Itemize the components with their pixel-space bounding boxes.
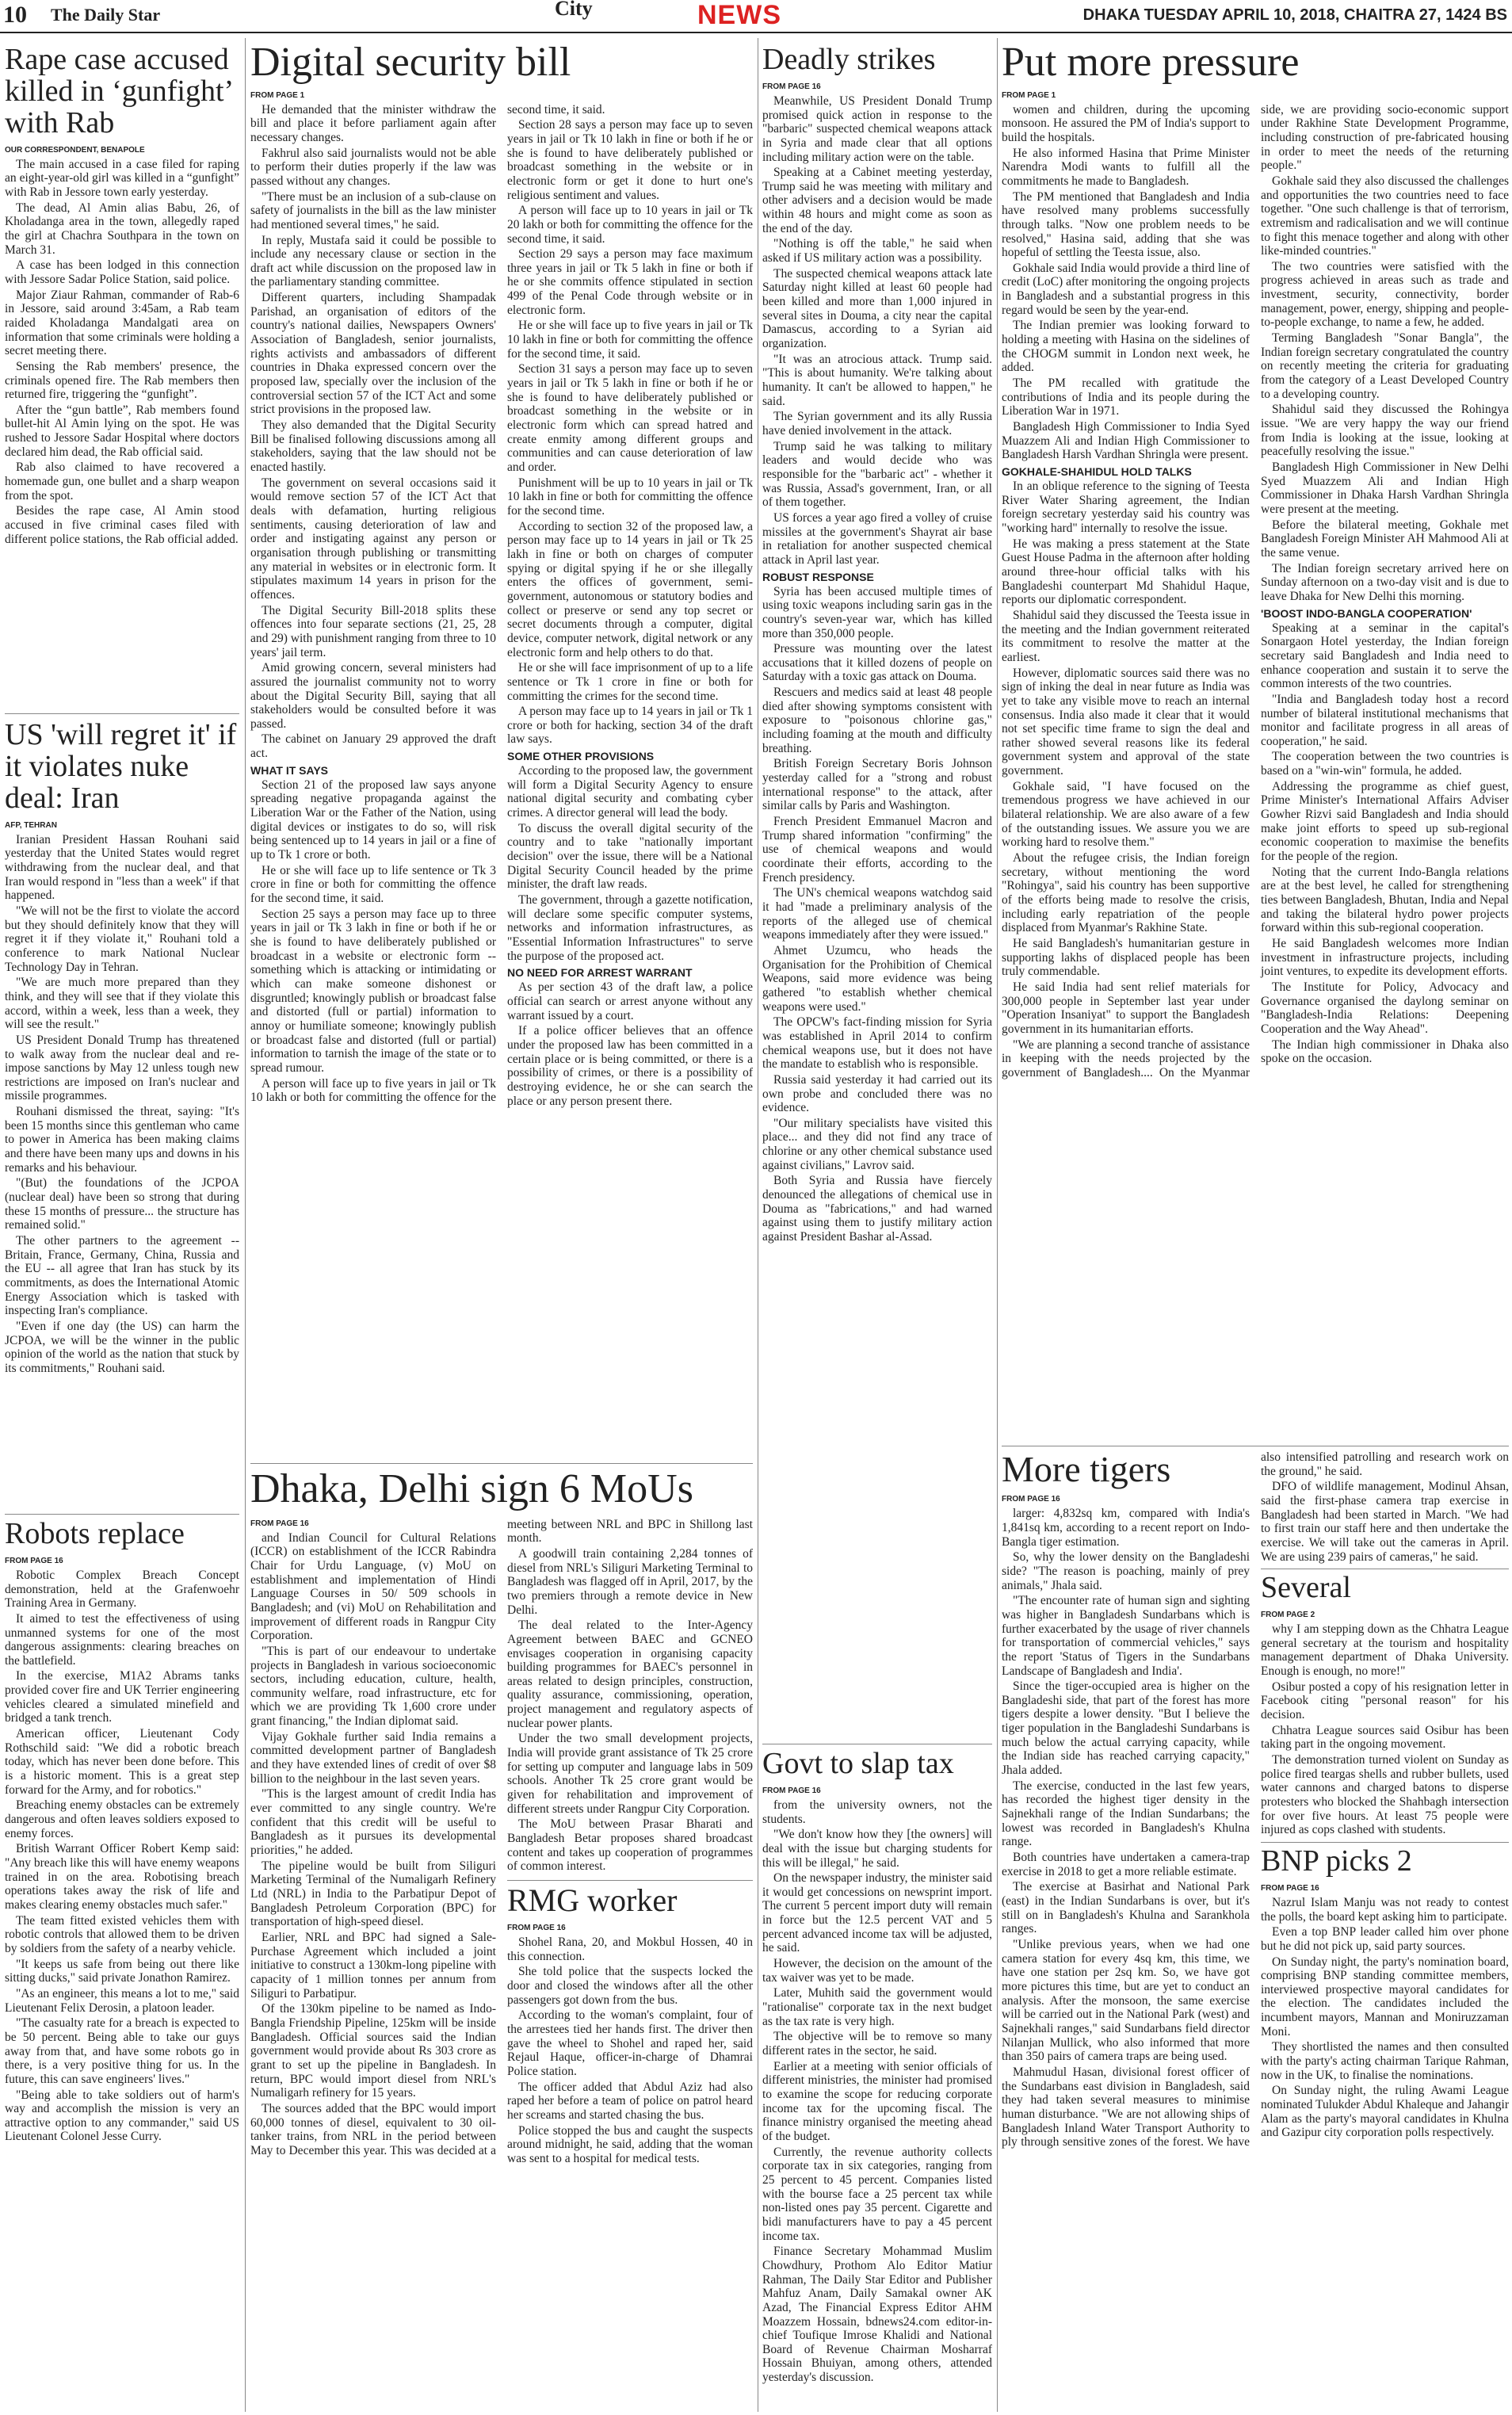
article-body bbox=[1261, 1896, 1509, 2140]
paragraph: "The casualty rate for a breach is expected to be 50 percent. Being able to take our guys away from that, and have some robots go in there, is a very positive thing for us. In the future, this can save engineers' lives." bbox=[5, 2016, 239, 2086]
paragraph: On the newspaper industry, the minister said it would get concessions on newsprint import. The current 5 percent import duty will remain in force but the 12.5 percent VAT and 5 percent advanced income tax will be adjusted, he said. bbox=[762, 1871, 992, 1955]
paragraph: Earlier at a meeting with senior officials of different ministries, the minister had promised to examine the scope for reducing corporate income tax for the upcoming fiscal. The finance ministry organised the meeting ahead of the budget. bbox=[762, 2059, 992, 2143]
paragraph: As per section 43 of the draft law, a police official can search or arrest anyone without any warrant issued by a court. bbox=[507, 980, 753, 1022]
article-bnp-picks bbox=[1261, 1842, 1509, 2140]
paragraph: Bangladesh High Commissioner in New Delhi Syed Muazzem Ali and Indian High Commissioner in Dhaka Harsh Vardhan Shringla were present at the meeting. bbox=[1261, 460, 1509, 516]
paragraph: "As an engineer, this means a lot to me," said Lieutenant Felix Derosin, a platoon leader. bbox=[5, 1986, 239, 2015]
article-body bbox=[1261, 1622, 1509, 1837]
article-rape-case bbox=[5, 44, 239, 723]
paragraph: The exercise, conducted in the last few years, has recorded the highest tiger density in the Sajnekhali range of the Indian Sundarbans; the lowest was recorded in Bangladesh's Khulna range. bbox=[1002, 1779, 1250, 1849]
paragraph: Different quarters, including Shampadak Parishad, an organisation of editors of the country's national dailies, Newspapers Owners' Association of Bangladesh, senior journalists, rights activists and ambassadors of different countries in Dhaka expressed concern over the proposed law, specially over the inclusion of the controversial section 57 of the ICT Act and some strict provisions in the proposed law. bbox=[250, 291, 496, 417]
paragraph: Major Ziaur Rahman, commander of Rab-6 in Jessore, said around 3:45am, a Rab team raided Kholadanga Mandalgati area on information that some criminals were holding a secret meeting there. bbox=[5, 288, 239, 358]
paragraph: Sensing the Rab members' presence, the criminals opened fire. The Rab members then returned fire, triggering the “gunfight”. bbox=[5, 359, 239, 402]
paragraph: The pipeline would be built from Siliguri Marketing Terminal of the Numaligarh Refinery Ltd (NRL) in India to the Parbatipur Depot of Bangladesh Petroleum Corporation (BPC) for transportation of high-speed diesel. bbox=[250, 1859, 496, 1929]
paragraph: The cooperation between the two countries is based on a "win-win" formula, he added. bbox=[1261, 750, 1509, 778]
paragraph: American officer, Lieutenant Cody Rothschild said: "We did a robotic breach today, which has never been done before. This is a historic moment. This is a great step forward for the Army, and for robotics." bbox=[5, 1727, 239, 1797]
paragraph: She told police that the suspects locked the door and closed the windows after all the other passengers got down from the bus. bbox=[507, 1965, 753, 2007]
paragraph: The two countries were satisfied with the progress achieved in areas such as trade and investment, security, connectivity, border management, power, energy, shipping and people-to-people exchange, to name a few, he added. bbox=[1261, 259, 1509, 330]
article-body-wrap bbox=[250, 1518, 753, 2405]
article-body bbox=[507, 1935, 753, 2166]
paragraph: He said Bangladesh's humanitarian gesture in supporting lakhs of displaced people has been truly commendable. bbox=[1002, 937, 1250, 979]
headline: Rape case accused killed in ‘gunfight’ with Rab bbox=[5, 44, 232, 139]
byline: FROM PAGE 1 bbox=[1002, 90, 1056, 100]
paragraph: "Our military specialists have visited this place... and they did not find any trace of chlorine or any other chemical substance used against civilians," Lavrov said. bbox=[762, 1116, 992, 1172]
paragraph: The exercise at Basirhat and National Park (east) in the Indian Sundarbans is over, but it's still on in Bangladesh's Khulna and Sarankhola ranges. bbox=[1002, 1880, 1250, 1936]
paragraph: On Sunday night, the ruling Awami League nominated Tulukder Abdul Khaleque and Jahangir Alam as the party's mayoral candidates in Khulna and Gazipur city corporation polls respectively. bbox=[1261, 2084, 1509, 2140]
paragraph: "(But) the foundations of the JCPOA (nuclear deal) have been so strong that during these 15 months of pressure... the structure has remained solid." bbox=[5, 1176, 239, 1232]
paragraph: Punishment will be up to 10 years in jail or Tk 10 lakh in fine or both for committing the offence for the second time. bbox=[507, 476, 753, 518]
article-body bbox=[762, 1798, 992, 2385]
byline: FROM PAGE 16 bbox=[1002, 1495, 1060, 1504]
paragraph: Mahmudul Hasan, divisional forest officer of the Sundarbans east division in Bangladesh, said they had taken several measures to minimise human disturbance. "We are not allowing ships of Bangladesh Inland Water Transport Authority to ply through sensitive zones of the forest. We have also intensified patrolling and research work on the ground," he said. bbox=[1002, 1450, 1509, 2149]
paragraph: The other partners to the agreement -- Britain, France, Germany, China, Russia and the EU -- all agree that Iran has stuck by its commitments, as does the International Atomic Energy Association which is tasked with inspecting Iran's compliance. bbox=[5, 1234, 239, 1318]
paragraph: Ahmet Uzumcu, who heads the Organisation for the Prohibition of Chemical Weapons, said more evidence was being gathered "to establish whether chemical weapons were used." bbox=[762, 943, 992, 1014]
headline: Dhaka, Delhi sign 6 MoUs bbox=[250, 1468, 693, 1511]
paragraph: US President Donald Trump has threatened to walk away from the nuclear deal and re-impose sanctions by May 12 unless tough new restrictions are imposed on Iran's nuclear and missile programmes. bbox=[5, 1033, 239, 1103]
paragraph: Of the 130km pipeline to be named as Indo-Bangla Friendship Pipeline, 125km will be inside Bangladesh. Official sources said the Indian government would provide about Rs 303 crore as grant to set up the pipeline in Bangladesh. In return, BPC would import diesel from NRL's Numaligarh refinery for 15 years. bbox=[250, 2002, 496, 2100]
paragraph: A case has been lodged in this connection with Jessore Sadar Police Station, said police. bbox=[5, 258, 239, 286]
paragraph: Police stopped the bus and caught the suspects around midnight, he said, adding that the woman was sent to a hospital for medical tests. bbox=[507, 2123, 753, 2165]
paragraph: Section 28 says a person may face up to seven years in jail or Tk 10 lakh in fine or both if he or she is found to have deliberately published or broadcast something in the website or in electronic form or get it done to hurt one's religious sentiment and values. bbox=[507, 118, 753, 202]
byline: AFP, TEHRAN bbox=[5, 820, 57, 830]
paragraph: He said Bangladesh welcomes more Indian investment in infrastructure projects, including joint ventures, to expedite its development efforts. bbox=[1261, 937, 1509, 979]
paragraph: The MoU between Prasar Bharati and Bangladesh Betar proposes shared broadcast content and takes up cooperation of programmes of common interest. bbox=[507, 1817, 753, 1874]
paragraph: The cabinet on January 29 approved the draft act. bbox=[250, 732, 496, 761]
paragraph: The UN's chemical weapons watchdog said it had "made a preliminary analysis of the reports of the alleged use of chemical weapons immediately after they were issued." bbox=[762, 886, 992, 942]
paragraph: He also informed Hasina that Prime Minister Narendra Modi wants to fulfill all the commitments he made to Bangladesh. bbox=[1002, 146, 1250, 188]
paragraph: "We are planning a second tranche of assistance in keeping with the needs projected by the government of Bangladesh.... On the Myanmar side, we are providing socio-economic support under Rakhine State Development Programme, including construction of pre-fabricated housing in order to meet the needs of the returning people." bbox=[1002, 102, 1509, 1079]
paragraph: Shahidul said they discussed the Teesta issue in the meeting and the Indian government reiterated its commitment to resolve the matter at the earliest. bbox=[1002, 608, 1250, 664]
article-digital-security-bill bbox=[250, 41, 753, 1460]
paragraph: Speaking at a seminar in the capital's Sonargaon Hotel yesterday, the Indian foreign secretary said Bangladesh and India need to enhance cooperation and sustain it to serve the common interests of the two countries. bbox=[1261, 621, 1509, 691]
article-body bbox=[5, 1569, 239, 2144]
paragraph: women and children, during the upcoming monsoon. He assured the PM of India's support to build the hospitals. bbox=[1002, 102, 1250, 144]
paragraph: The Indian foreign secretary arrived here on Sunday afternoon on a two-day visit and is due to leave Dhaka for New Delhi this morning. bbox=[1261, 561, 1509, 603]
paragraph: In reply, Mustafa said it could be possible to include any necessary clause or section in the draft act while discussion on the proposed law in the parliamentary standing committee. bbox=[250, 233, 496, 289]
headline: Deadly strikes bbox=[762, 44, 936, 76]
paragraph: However, diplomatic sources said there was no sign of inking the deal in near future as India was yet to take any visible move to reach an internal consensus. India also made it clear that it would not set specific time frame to sign the deal and rather showed several reasons like its federal government system and approval of the state government. bbox=[1002, 666, 1250, 778]
paragraph: The Indian high commissioner in Dhaka also spoke on the occasion. bbox=[1261, 1037, 1509, 1066]
paragraph: "We will not be the first to violate the accord but they should definitely know that they will regret it if they violate it," Rouhani told a conference to mark National Nuclear Technology Day in Tehran. bbox=[5, 904, 239, 974]
paragraph: Fakhrul also said journalists would not be able to perform their duties properly if the law was passed without any changes. bbox=[250, 146, 496, 188]
byline: FROM PAGE 16 bbox=[250, 1519, 309, 1528]
paragraph: After the “gun battle”, Rab members found bullet-hit Al Amin lying on the spot. He was rushed to Jessore Sadar Hospital where doctors declared him dead, the Rab official said. bbox=[5, 403, 239, 459]
paragraph: US forces a year ago fired a volley of cruise missiles at the government's Shayrat air base in retaliation for another suspected chemical attack in April last year. bbox=[762, 510, 992, 567]
paragraph: "Unlike previous years, when we had one camera station for every 4sq km, this time, we have one station per 2sq km. So, we have got more pictures this time, but are yet to conduct an analysis. After the monsoon, the same exercise will be carried out in the National Park (west) and Sajnekhali ranges," said Sundarbans field director Nilanjan Mullick, who also informed that more than 350 pairs of camera traps are being used. bbox=[1002, 1937, 1250, 2064]
byline: OUR CORRESPONDENT, BENAPOLE bbox=[5, 145, 145, 155]
byline: FROM PAGE 2 bbox=[1261, 1611, 1315, 1620]
paragraph: To discuss the overall digital security of the country and to take "nationally important decision" over the issue, there will be a National Digital Security Council headed by the prime minister, the draft law reads. bbox=[507, 821, 753, 892]
paragraph: The government on several occasions said it would remove section 57 of the ICT Act that deals with defamation, hurting religious sentiments, causing deterioration of law and order and instigating against any person or organisation through publishing or transmitting any material in websites or in electronic form. It stipulates maximum 14 years in prison for the offences. bbox=[250, 476, 496, 602]
paragraph: The dead, Al Amin alias Babu, 26, of Kholadanga area in the town, allegedly raped the girl at Chachra Southpara in the town on March 31. bbox=[5, 201, 239, 257]
paragraph: The objective will be to remove so many different rates in the sector, he said. bbox=[762, 2030, 992, 2058]
paragraph: The officer added that Abdul Aziz had also raped her before a team of police on patrol heard her screams and started chasing the bus. bbox=[507, 2080, 753, 2122]
paragraph: British Foreign Secretary Boris Johnson yesterday called for a "strong and robust international response" to the attack, after similar calls by Paris and Washington. bbox=[762, 757, 992, 813]
paragraph: Iranian President Hassan Rouhani said yesterday that the United States would regret withdrawing from the nuclear deal, and that Iran would respond in "less than a week" if that happened. bbox=[5, 832, 239, 903]
paragraph: "India and Bangladesh today host a record number of bilateral institutional mechanisms that monitor and facilitate progress in all areas of cooperation," he said. bbox=[1261, 692, 1509, 748]
paragraph: "We don't know how they [the owners] will deal with the issue but charging students for this will be illegal," he said. bbox=[762, 1828, 992, 1870]
paragraph: The Institute for Policy, Advocacy and Governance organised the daylong seminar on "Bangladesh-India Relations: Deepening Cooperation and the Way Ahead". bbox=[1261, 980, 1509, 1036]
paper-name: The Daily Star bbox=[51, 5, 161, 25]
paragraph: It aimed to test the effectiveness of using unmanned systems for one of the most dangerous assignments: clearing breaches on the battlefield. bbox=[5, 1611, 239, 1668]
paragraph: Besides the rape case, Al Amin stood accused in five criminal cases filed with different police stations, the Rab official added. bbox=[5, 504, 239, 546]
byline: FROM PAGE 16 bbox=[762, 1786, 821, 1795]
paragraph: Earlier, NRL and BPC had signed a Sale-Purchase Agreement which included a joint initiative to construct a 130km-long pipeline with capacity of 1 million tonnes per annum from Siliguri to Parbatipur. bbox=[250, 1930, 496, 2000]
paragraph: Rescuers and medics said at least 48 people died after showing symptoms consistent with exposure to "poisonous chlorine gas," including foaming at the mouth and difficulty breathing. bbox=[762, 686, 992, 755]
paragraph: According to the proposed law, the government will form a Digital Security Agency to ensure national digital security and combating cyber crimes. A director general will lead the body. bbox=[507, 764, 753, 820]
paragraph: Both countries have undertaken a camera-trap exercise in 2018 to get a more reliable estimate. bbox=[1002, 1851, 1250, 1878]
paragraph: "Being able to take soldiers out of harm's way and accomplish the mission is very an attractive option to any commander," said US Lieutenant Colonel Jesse Curry. bbox=[5, 2088, 239, 2144]
paragraph: Rab also claimed to have recovered a homemade gun, one bullet and a sharp weapon from the spot. bbox=[5, 460, 239, 502]
article-body bbox=[762, 94, 992, 1244]
article-govt-tax bbox=[762, 1748, 992, 2413]
paragraph: "Even if one day (the US) can harm the JCPOA, we will be the winner in the public opinion of the world as the nation that stuck by its commitments," Rouhani said. bbox=[5, 1319, 239, 1375]
paragraph: Speaking at a Cabinet meeting yesterday, Trump said he was meeting with military and other advisers and a decision would be made within 48 hours and might come as soon as the end of the day. bbox=[762, 166, 992, 235]
subheading: 'BOOST INDO-BANGLA COOPERATION' bbox=[1261, 606, 1472, 620]
paragraph: Amid growing concern, several ministers had assured the journalist community not to worry about the Digital Security Bill, saying that all stakeholders would be consulted before it was passed. bbox=[250, 661, 496, 731]
paragraph: He said India had sent relief materials for 300,000 people in September last year under "Operation Insaniyat" to support the Bangladesh government in its humanitarian efforts. bbox=[1002, 980, 1250, 1036]
headline: Put more pressure bbox=[1002, 41, 1300, 85]
paragraph: "Nothing is off the table," he said when asked if US military action was a possibility. bbox=[762, 237, 992, 266]
article-rmg-worker bbox=[507, 1880, 753, 2166]
article-dhaka-delhi-mous bbox=[250, 1468, 753, 2413]
paragraph: Gokhale said India would provide a third line of credit (LoC) after monitoring the ongoing projects in Bangladesh and a substantial progress in this regard would be seen by the year-end. bbox=[1002, 261, 1250, 317]
paragraph: He was making a press statement at the State Guest House Padma in the afternoon after holding around three-hour official talks with his Bangladeshi counterpart Md Shahidul Haque, reports our diplomatic correspondent. bbox=[1002, 537, 1250, 607]
headline: Robots replace bbox=[5, 1519, 185, 1550]
paragraph: Section 31 says a person may face up to seven years in jail or Tk 5 lakh in fine or both if he or she is found to have deliberately published or broadcast something in the website or in electronic form which can spread hatred and create enmity among different groups and communities and can cause deterioration of law and order. bbox=[507, 362, 753, 474]
subheading: NO NEED FOR ARREST WARRANT bbox=[507, 966, 693, 980]
paragraph: "It keeps us safe from being out there like sitting ducks," said private Jonathon Ramirez. bbox=[5, 1957, 239, 1985]
headline: RMG worker bbox=[507, 1882, 678, 1918]
paragraph: A person will face up to five years in jail or Tk 10 lakh or both for committing the offence for the second time, it said. bbox=[250, 102, 605, 1105]
paragraph: Since the tiger-occupied area is higher on the Bangladeshi side, that part of the forest has more tigers despite a lower density. "But I believe the tiger population in the Bangladeshi Sundarbans is much below the actual carrying capacity, while the Indian side has reached carrying capacity," Jhala added. bbox=[1002, 1679, 1250, 1778]
paragraph: According to section 32 of the proposed law, a person may face up to 14 years in jail or Tk 25 lakh in fine or both on charges of computer spying or digital spying if he or she illegally enters the offices of government, semi-government, autonomous or statutory bodies and collect or preserve or send any top secret or secret documents through a computer, digital device, computer network, digital network or any electronic form and help others to do that. bbox=[507, 519, 753, 659]
paragraph: A person may face up to 14 years in jail or Tk 1 crore or both for hacking, section 34 of the draft law says. bbox=[507, 705, 753, 747]
paragraph: "This is part of our endeavour to undertake projects in Bangladesh in various socioeconomic sectors, including education, culture, health, community welfare, road infrastructure, etc for which we are providing Tk 1,600 crore under grant financing," the Indian diplomat said. bbox=[250, 1644, 496, 1729]
paragraph: Before the bilateral meeting, Gokhale met Bangladesh Foreign Minister AH Mahmood Ali at the same venue. bbox=[1261, 518, 1509, 560]
byline: FROM PAGE 16 bbox=[762, 82, 821, 91]
article-body bbox=[250, 103, 753, 1450]
paragraph: However, the decision on the amount of the tax waiver was yet to be made. bbox=[762, 1957, 992, 1985]
headline: Govt to slap tax bbox=[762, 1748, 954, 1780]
paragraph: Syria has been accused multiple times of using toxic weapons including sarin gas in the country's seven-year war, which has killed more than 350,000 people. bbox=[762, 584, 992, 640]
paragraph: The deal related to the Inter-Agency Agreement between BAEC and GCNEO envisages cooperation in organising capacity building programmes for BAEC's personnel in areas related to design principles, construction, quality assurance, commissioning, operation, project management and regulatory aspects of nuclear power plants. bbox=[507, 1618, 753, 1730]
headline: US 'will regret it' if it violates nuke deal: Iran bbox=[5, 720, 237, 815]
paragraph: Under the two small development projects, India will provide grant assistance of Tk 25 crore for setting up computer and language labs in 509 schools. Another Tk 25 crore grant would be given for rehabilitation and improvement of different streets under Rangpur City Corporation. bbox=[507, 1732, 753, 1816]
paragraph: Even a top BNP leader called him over phone but he did not pick up, said party sources. bbox=[1261, 1925, 1509, 1953]
paragraph: Trump said he was talking to military leaders and would decide who was responsible for the "barbaric act" - whether it was Russia, Assad's government, Iran, or all of them together. bbox=[762, 439, 992, 510]
paragraph: He demanded that the minister withdraw the bill and place it before parliament again after necessary changes. bbox=[250, 102, 496, 144]
section-name: City bbox=[555, 0, 593, 20]
paragraph: Section 21 of the proposed law says anyone spreading negative propaganda against the Liberation War or the Father of the Nation, using digital devices or instigates to do so, will risk being sentenced up to 14 years in jail or a fine of up to Tk 1 crore or both. bbox=[250, 778, 496, 862]
paragraph: They shortlisted the names and then consulted with the party's acting chairman Tarique Rahman, now in the UK, to finalise the nominations. bbox=[1261, 2040, 1509, 2082]
subheading: ROBUST RESPONSE bbox=[762, 570, 874, 583]
paragraph: "There must be an inclusion of a sub-clause on safety of journalists in the bill as the law minister had mentioned several times," he said. bbox=[250, 189, 496, 231]
paragraph: The demonstration turned violent on Sunday as police fired teargas shells and rubber bullets, used water cannons and charged batons to disperse protesters who blocked the Shahbagh intersection for over five hours. At least 75 people were injured as cops clashed with students. bbox=[1261, 1753, 1509, 1837]
page-number: 10 bbox=[3, 2, 27, 28]
paragraph: According to the woman's complaint, four of the arrestees tied her hands first. The driver then gave the wheel to Shohel and raped her, said Rejaul Haque, officer-in-charge of Dhamrai Police station. bbox=[507, 2008, 753, 2078]
paragraph: French President Emmanuel Macron and Trump shared information "confirming" the use of chemical weapons and would coordinate their efforts, according to the French presidency. bbox=[762, 815, 992, 885]
paragraph: The Syrian government and its ally Russia have denied involvement in the attack. bbox=[762, 410, 992, 438]
paragraph: British Warrant Officer Robert Kemp said: "Any breach like this will have enemy weapons trained in on the area. Robotising breach operations takes away the risk of life and makes clearing enemy obstacles much safer." bbox=[5, 1842, 239, 1912]
paragraph: The team fitted existed vehicles them with robotic controls that allowed them to be driven by soldiers from the safety of a nearby vehicle. bbox=[5, 1913, 239, 1955]
subheading: GOKHALE-SHAHIDUL HOLD TALKS bbox=[1002, 465, 1192, 478]
paragraph: A person will face up to 10 years in jail or Tk 20 lakh or both for committing the offence for the second time, it said. bbox=[507, 204, 753, 246]
subheading: SOME OTHER PROVISIONS bbox=[507, 750, 655, 763]
paragraph: So, why the lower density on the Bangladeshi side? "The reason is poaching, mainly of prey animals," Jhala said. bbox=[1002, 1550, 1250, 1592]
headline: Digital security bill bbox=[250, 41, 571, 85]
paragraph: "This is the largest amount of credit India has ever committed to any single country. We're confident that this credit will be useful to Bangladesh as it pursues its developmental priorities," he added. bbox=[250, 1787, 496, 1858]
paragraph: Bangladesh High Commissioner to India Syed Muazzem Ali and Indian High Commissioner to Bangladesh Harsh Vardhan Shringla were present. bbox=[1002, 420, 1250, 462]
paragraph: The suspected chemical weapons attack late Saturday night killed at least 60 people had been killed and more than 1,000 injured in several sites in Douma, a city near the capital Damascus, according to a Syrian aid organization. bbox=[762, 266, 992, 351]
article-more-tigers-block bbox=[1002, 1450, 1509, 2413]
paragraph: The Indian premier was looking forward to holding a meeting with Hasina on the sidelines of the CHOGM summit in London next week, he added. bbox=[1002, 319, 1250, 375]
paragraph: Terming Bangladesh "Sonar Bangla", the Indian foreign secretary congratulated the country on recently meeting the criteria for graduating from the category of a Least Developed Country to a developing country. bbox=[1261, 331, 1509, 401]
subheading: WHAT IT SAYS bbox=[250, 763, 329, 777]
byline: FROM PAGE 16 bbox=[507, 1924, 566, 1932]
article-body bbox=[5, 158, 239, 547]
article-deadly-strikes bbox=[762, 44, 992, 1741]
paragraph: Vijay Gokhale further said India remains a committed development partner of Bangladesh and they have extended lines of credit of over $8 billion to the neighbour in the last seven years. bbox=[250, 1729, 496, 1786]
paragraph: In the exercise, M1A2 Abrams tanks provided cover fire and UK Terrier engineering vehicles cleared a simulated minefield and bridged a tank trench. bbox=[5, 1669, 239, 1725]
article-several bbox=[1261, 1569, 1509, 1837]
paragraph: Robotic Complex Breach Concept demonstration, held at the Grafenwoehr Training Area in Germany. bbox=[5, 1568, 239, 1611]
bottom-right-columns bbox=[1002, 1450, 1509, 2413]
paragraph: Addressing the programme as chief guest, Prime Minister's International Affairs Adviser Gowher Rizvi said Bangladesh and India should make joint efforts to speed up sub-regional economic cooperation to maximise the benefits for the people of the region. bbox=[1261, 779, 1509, 864]
paragraph: A goodwill train containing 2,284 tonnes of diesel from NRL's Siliguri Marketing Terminal to Bangladesh was flagged off in April, 2017, by the two premiers through a remote device in New Delhi. bbox=[507, 1546, 753, 1617]
byline: FROM PAGE 16 bbox=[1261, 1883, 1319, 1893]
paragraph: Chhatra League sources said Osibur has been taking part in the ongoing movement. bbox=[1261, 1723, 1509, 1752]
page-header bbox=[0, 0, 1512, 33]
paragraph: "The encounter rate of human sign and sighting was higher in Bangladesh Sundarbans which is further exacerbated by the usage of river channels for transportation of commercial vehicles," says the report 'Status of Tigers in the Sundarbans Landscape of Bangladesh and India'. bbox=[1002, 1594, 1250, 1678]
paragraph: Shohel Rana, 20, and Mokbul Hossen, 40 in this connection. bbox=[507, 1935, 753, 1963]
paragraph: He or she will face up to five years in jail or Tk 10 lakh in fine or both for committing the offence for the second time, it said. bbox=[507, 319, 753, 361]
headline: More tigers bbox=[1002, 1450, 1171, 1489]
paragraph: Gokhale said they also discussed the challenges and opportunities the two countries need to face together. "One such challenge is that of terrorism, extremism and radicalisation and we will continue to fight this menace together and along with other like-minded countries." bbox=[1261, 174, 1509, 258]
paragraph: "It was an atrocious attack. Trump said. "This is about humanity. We're talking about humanity. It can't be allowed to happen," he said. bbox=[762, 352, 992, 408]
paragraph: Meanwhile, US President Donald Trump promised quick action in response to the "barbaric" suspected chemical weapons attack in Syria and made clear that all options including military action were on the table. bbox=[762, 94, 992, 164]
paragraph: Finance Secretary Mohammad Muslim Chowdhury, Prothom Alo Editor Matiur Rahman, The Daily Star Editor and Publisher Mahfuz Anam, Daily Samakal owner AK Azad, The Financial Express Editor AHM Moazzem Hossain, bdnews24.com editor-in-chief Toufique Imrose Khalidi and National Board of Revenue Chairman Mosharraf Hossain Bhuiyan, among others, attended yesterday's discussion. bbox=[762, 2245, 992, 2385]
dateline: DHAKA TUESDAY APRIL 10, 2018, CHAITRA 27, 1424 BS bbox=[1082, 6, 1507, 24]
paragraph: from the university owners, not the students. bbox=[762, 1798, 992, 1826]
paragraph: Gokhale said, "I have focused on the tremendous progress we have achieved in our bilateral relationship. We are also aware of a few of the outstanding issues. We assure you we are working hard to resolve them." bbox=[1002, 779, 1250, 850]
paragraph: About the refugee crisis, the Indian foreign secretary, without mentioning the word "Rohingya", said his country has been supportive of the efforts being made to resolve the crisis, including early repatriation of the people displaced from Myanmar's Rakhine State. bbox=[1002, 851, 1250, 935]
paragraph: He or she will face up to life sentence or Tk 3 crore in fine or both for committing the offence for the second time, it said. bbox=[250, 863, 496, 906]
paragraph: and Indian Council for Cultural Relations (ICCR) on establishment of the ICCR Rabindra Chair for Urdu Language, (v) MoU on establishment and implementation of Hindi Language Courses in 50/ 509 schools in Bangladesh; and (vi) MoU on Rehabilitation and improvement of different roads in Rangpur City Corporation. bbox=[250, 1530, 496, 1643]
paragraph: Both Syria and Russia have fiercely denounced the allegations of chemical use in Douma as "fabrications," and had warned against using them to justify military action against President Bashar al-Assad. bbox=[762, 1174, 992, 1244]
paragraph: The OPCW's fact-finding mission for Syria was established in April 2014 to confirm chemical weapons use, but it does not have the mandate to establish who is responsible. bbox=[762, 1015, 992, 1072]
paragraph: The PM recalled with gratitude the contributions of India and its people during the Liberation War in 1971. bbox=[1002, 376, 1250, 418]
paragraph: Noting that the current Indo-Bangla relations are at the best level, he called for strengthening ties between Bangladesh, Bhutan, India and Nepal and taking the bilateral hydro power projects forward within this sub-regional cooperation. bbox=[1261, 865, 1509, 935]
paragraph: Osibur posted a copy of his resignation letter in Facebook citing "personal reason" for his decision. bbox=[1261, 1679, 1509, 1722]
paragraph: They also demanded that the Digital Security Bill be finalised following discussions among all stakeholders, saying that the law should not be enacted hastily. bbox=[250, 418, 496, 474]
paragraph: Rouhani dismissed the threat, saying: "It's been 15 months since this gentleman who came to power in America has been making claims and there have been many ups and downs in his remarks and his behaviour. bbox=[5, 1105, 239, 1175]
article-robots bbox=[5, 1519, 239, 2413]
article-body bbox=[5, 833, 239, 1376]
paragraph: "We are much more prepared than they think, and they will see that if they violate this accord, within a week, less than a week, they will see the result." bbox=[5, 976, 239, 1032]
paragraph: Later, Muhith said the government would "rationalise" corporate tax in the next budget as the tax rate is very high. bbox=[762, 1986, 992, 2028]
paragraph: Breaching enemy obstacles can be extremely dangerous and often leaves soldiers exposed to enemy forces. bbox=[5, 1798, 239, 1840]
paragraph: Shahidul said they discussed the Rohingya issue. "We are very happy the way our friend from India is looking at the issue, looking at peacefully resolving the issue." bbox=[1261, 403, 1509, 459]
paragraph: Nazrul Islam Manju was not ready to contest the polls, the board kept asking him to participate. bbox=[1261, 1895, 1509, 1924]
byline: FROM PAGE 1 bbox=[250, 90, 305, 100]
paragraph: larger: 4,832sq km, compared with India's 1,841sq km, according to a recent report on Indo-Bangla tiger estimation. bbox=[1002, 1507, 1250, 1549]
paragraph: On Sunday night, the party's nomination board, comprising BNP standing committee members, interviewed prospective mayoral candidates for the election. The candidates included the incumbent mayors, Mannan and Moniruzzaman Moni. bbox=[1261, 1955, 1509, 2039]
news-label: NEWS bbox=[697, 0, 781, 30]
headline: Several bbox=[1261, 1571, 1351, 1605]
paragraph: Currently, the revenue authority collects corporate tax in six categories, ranging from 25 percent to 45 percent. Companies listed with the bourse face a 25 percent tax while non-listed ones pay 35 percent. Cigarette and bidi manufacturers have to pay a 45 percent income tax. bbox=[762, 2145, 992, 2243]
paragraph: Section 25 says a person may face up to three years in jail or Tk 3 lakh in fine or both if he or she is found to have deliberately published or broadcast in a website or electronic form -- something which is attacking or intimidating or which can make someone dishonest or disgruntled; knowingly publish or broadcast false and distorted (full or partial) information to annoy or humiliate someone; knowingly publish or broadcast false and distorted (full or partial) information to tarnish the image of the state or to spread rumour. bbox=[250, 907, 496, 1075]
paragraph: Pressure was mounting over the latest accusations that it killed dozens of people on Saturday with a toxic gas attack on Douma. bbox=[762, 642, 992, 684]
paragraph: The sources added that the BPC would import 60,000 tonnes of diesel, equivalent to 30 oil-tanker trains, from NRL in the period between May to December this year. This was decided at a meeting between NRL and BPC in Shillong last month. bbox=[250, 1517, 753, 2157]
article-body bbox=[1002, 103, 1509, 1435]
article-put-more-pressure bbox=[1002, 41, 1509, 1444]
paragraph: The main accused in a case filed for raping an eight-year-old girl was killed in a “gunfight” with Rab in Jessore town early yesterday. bbox=[5, 157, 239, 199]
paragraph: Section 29 says a person may face maximum three years in jail or Tk 5 lakh in fine or both if he or she commits offence stipulated in section 499 of the Penal Code through website or in electronic form. bbox=[507, 247, 753, 317]
paragraph: In an oblique reference to the signing of Teesta River Water Sharing agreement, the Indian foreign secretary yesterday said his country was "working hard" internally to resolve the issue. bbox=[1002, 480, 1250, 535]
headline: BNP picks 2 bbox=[1261, 1844, 1412, 1878]
paragraph: The government, through a gazette notification, will declare some specific computer systems, networks and information infrastructures, as "Essential Information Infrastructures" to serve the purpose of the proposed act. bbox=[507, 893, 753, 963]
article-iran-nuke bbox=[5, 720, 239, 1512]
paragraph: why I am stepping down as the Chhatra League general secretary at the tourism and hospitality management department of Dhaka University. Enough is enough, no more!" bbox=[1261, 1622, 1509, 1679]
paragraph: DFO of wildlife management, Modinul Ahsan, said the first-phase camera trap exercise in Bangladesh had been started in March. "We had to first train our staff here and then undertake the exercise. We will take out the cameras in April. We are using 239 pairs of cameras," he said. bbox=[1261, 1480, 1509, 1564]
paragraph: The PM mentioned that Bangladesh and India have resolved many problems successfully through talks. "Now one problem needs to be resolved," Hasina said, adding that she was hopeful of settling the Teesta issue, also. bbox=[1002, 189, 1250, 260]
paragraph: He or she will face imprisonment of up to a life sentence or Tk 1 crore in fine or both for committing the crimes for the second time. bbox=[507, 661, 753, 703]
paragraph: The Digital Security Bill-2018 splits these offences into four separate sections (21, 25, 28 and 29) with punishment ranging from three to 10 years' jail term. bbox=[250, 603, 496, 659]
paragraph: Russia said yesterday it had carried out its own probe and concluded there was no evidence. bbox=[762, 1072, 992, 1115]
paragraph: If a police officer believes that an offence under the proposed law has been committed in a certain place or is being committed, or there is a possibility of crimes, or there is a possibility of destroying evidence, he or she can search the place or any person present there. bbox=[507, 1024, 753, 1108]
byline: FROM PAGE 16 bbox=[5, 1556, 63, 1565]
